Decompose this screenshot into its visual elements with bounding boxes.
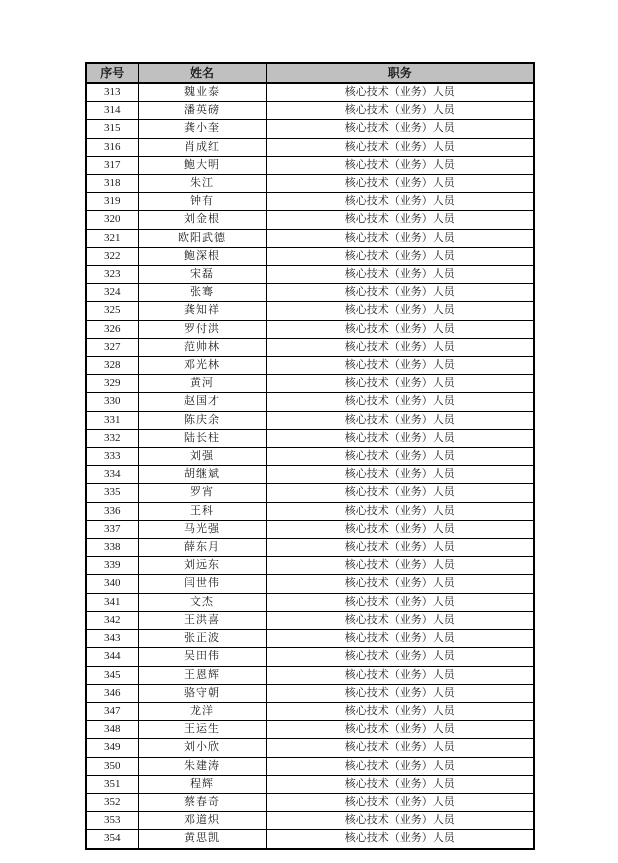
cell-person-name: 宋磊 — [138, 266, 266, 284]
table-row — [86, 448, 534, 466]
column-header-name: 姓名 — [138, 63, 266, 83]
cell-serial-number: 340 — [86, 575, 138, 593]
cell-serial-number: 324 — [86, 284, 138, 302]
table-row — [86, 630, 534, 648]
cell-serial-number: 344 — [86, 648, 138, 666]
cell-person-name: 龚知祥 — [138, 302, 266, 320]
cell-person-name: 黄思凯 — [138, 830, 266, 849]
column-header-no: 序号 — [86, 63, 138, 83]
cell-person-name: 王科 — [138, 502, 266, 520]
cell-person-name: 蔡春奇 — [138, 793, 266, 811]
cell-job-title: 核心技术（业务）人员 — [266, 666, 534, 684]
cell-job-title: 核心技术（业务）人员 — [266, 138, 534, 156]
table-row — [86, 830, 534, 849]
cell-job-title: 核心技术（业务）人员 — [266, 702, 534, 720]
cell-job-title: 核心技术（业务）人员 — [266, 338, 534, 356]
cell-serial-number: 321 — [86, 229, 138, 247]
table-row — [86, 357, 534, 375]
table-row — [86, 156, 534, 174]
cell-person-name: 陈庆余 — [138, 411, 266, 429]
cell-person-name: 鲍深根 — [138, 247, 266, 265]
cell-job-title: 核心技术（业务）人员 — [266, 411, 534, 429]
cell-serial-number: 353 — [86, 812, 138, 830]
table-row — [86, 775, 534, 793]
cell-person-name: 王恩辉 — [138, 666, 266, 684]
cell-person-name: 朱江 — [138, 175, 266, 193]
table-row — [86, 520, 534, 538]
cell-job-title: 核心技术（业务）人员 — [266, 611, 534, 629]
cell-serial-number: 323 — [86, 266, 138, 284]
cell-job-title: 核心技术（业务）人员 — [266, 648, 534, 666]
cell-job-title: 核心技术（业务）人员 — [266, 284, 534, 302]
cell-person-name: 欧阳武德 — [138, 229, 266, 247]
cell-person-name: 王运生 — [138, 721, 266, 739]
table-row — [86, 702, 534, 720]
cell-job-title: 核心技术（业务）人员 — [266, 429, 534, 447]
table-row — [86, 466, 534, 484]
cell-serial-number: 335 — [86, 484, 138, 502]
cell-serial-number: 351 — [86, 775, 138, 793]
table-row — [86, 739, 534, 757]
table-row — [86, 429, 534, 447]
cell-serial-number: 327 — [86, 338, 138, 356]
cell-serial-number: 331 — [86, 411, 138, 429]
cell-serial-number: 345 — [86, 666, 138, 684]
table-row — [86, 266, 534, 284]
table-row — [86, 721, 534, 739]
personnel-table — [85, 62, 535, 850]
cell-person-name: 吴田伟 — [138, 648, 266, 666]
cell-serial-number: 322 — [86, 247, 138, 265]
table-row — [86, 812, 534, 830]
cell-job-title: 核心技术（业务）人员 — [266, 739, 534, 757]
cell-person-name: 刘远东 — [138, 557, 266, 575]
cell-job-title: 核心技术（业务）人员 — [266, 684, 534, 702]
table-row — [86, 502, 534, 520]
cell-person-name: 朱建涛 — [138, 757, 266, 775]
cell-job-title: 核心技术（业务）人员 — [266, 211, 534, 229]
cell-person-name: 邓道炽 — [138, 812, 266, 830]
cell-job-title: 核心技术（业务）人员 — [266, 120, 534, 138]
cell-person-name: 刘金根 — [138, 211, 266, 229]
table-row — [86, 320, 534, 338]
cell-serial-number: 354 — [86, 830, 138, 849]
table-row — [86, 593, 534, 611]
cell-serial-number: 347 — [86, 702, 138, 720]
table-row — [86, 102, 534, 120]
cell-job-title: 核心技术（业务）人员 — [266, 247, 534, 265]
cell-serial-number: 336 — [86, 502, 138, 520]
cell-person-name: 胡继斌 — [138, 466, 266, 484]
cell-serial-number: 317 — [86, 156, 138, 174]
cell-job-title: 核心技术（业务）人员 — [266, 830, 534, 849]
cell-person-name: 刘强 — [138, 448, 266, 466]
cell-person-name: 钟有 — [138, 193, 266, 211]
cell-serial-number: 315 — [86, 120, 138, 138]
cell-serial-number: 350 — [86, 757, 138, 775]
cell-person-name: 鲍大明 — [138, 156, 266, 174]
cell-job-title: 核心技术（业务）人员 — [266, 320, 534, 338]
table-row — [86, 247, 534, 265]
table-row — [86, 120, 534, 138]
table-row — [86, 302, 534, 320]
cell-person-name: 陆长柱 — [138, 429, 266, 447]
cell-job-title: 核心技术（业务）人员 — [266, 557, 534, 575]
table-row — [86, 484, 534, 502]
table-row — [86, 375, 534, 393]
table-row — [86, 648, 534, 666]
cell-job-title: 核心技术（业务）人员 — [266, 466, 534, 484]
cell-person-name: 文杰 — [138, 593, 266, 611]
table-row — [86, 83, 534, 102]
cell-person-name: 张骞 — [138, 284, 266, 302]
cell-person-name: 薛东月 — [138, 539, 266, 557]
cell-job-title: 核心技术（业务）人员 — [266, 502, 534, 520]
cell-job-title: 核心技术（业务）人员 — [266, 775, 534, 793]
cell-person-name: 刘小欣 — [138, 739, 266, 757]
cell-job-title: 核心技术（业务）人员 — [266, 721, 534, 739]
cell-serial-number: 346 — [86, 684, 138, 702]
cell-person-name: 罗付洪 — [138, 320, 266, 338]
cell-person-name: 潘英磅 — [138, 102, 266, 120]
cell-job-title: 核心技术（业务）人员 — [266, 193, 534, 211]
table-row — [86, 793, 534, 811]
cell-person-name: 程辉 — [138, 775, 266, 793]
table-row — [86, 211, 534, 229]
cell-person-name: 骆守朝 — [138, 684, 266, 702]
cell-serial-number: 342 — [86, 611, 138, 629]
cell-job-title: 核心技术（业务）人员 — [266, 156, 534, 174]
cell-serial-number: 333 — [86, 448, 138, 466]
cell-person-name: 马光强 — [138, 520, 266, 538]
cell-job-title: 核心技术（业务）人员 — [266, 375, 534, 393]
cell-job-title: 核心技术（业务）人员 — [266, 520, 534, 538]
cell-serial-number: 343 — [86, 630, 138, 648]
cell-job-title: 核心技术（业务）人员 — [266, 393, 534, 411]
table-row — [86, 611, 534, 629]
cell-job-title: 核心技术（业务）人员 — [266, 448, 534, 466]
cell-person-name: 赵国才 — [138, 393, 266, 411]
table-row — [86, 175, 534, 193]
cell-person-name: 魏业泰 — [138, 83, 266, 102]
cell-serial-number: 330 — [86, 393, 138, 411]
table-row — [86, 338, 534, 356]
cell-person-name: 龚小奎 — [138, 120, 266, 138]
cell-serial-number: 314 — [86, 102, 138, 120]
cell-person-name: 罗宵 — [138, 484, 266, 502]
table-header-row — [86, 63, 534, 83]
table-row — [86, 684, 534, 702]
table-row — [86, 557, 534, 575]
cell-job-title: 核心技术（业务）人员 — [266, 793, 534, 811]
cell-person-name: 闫世伟 — [138, 575, 266, 593]
cell-serial-number: 341 — [86, 593, 138, 611]
cell-serial-number: 338 — [86, 539, 138, 557]
cell-serial-number: 334 — [86, 466, 138, 484]
cell-serial-number: 316 — [86, 138, 138, 156]
cell-serial-number: 339 — [86, 557, 138, 575]
column-header-title: 职务 — [266, 63, 534, 83]
cell-serial-number: 325 — [86, 302, 138, 320]
cell-person-name: 范帅林 — [138, 338, 266, 356]
cell-serial-number: 318 — [86, 175, 138, 193]
cell-job-title: 核心技术（业务）人员 — [266, 575, 534, 593]
cell-person-name: 龙洋 — [138, 702, 266, 720]
cell-serial-number: 352 — [86, 793, 138, 811]
cell-job-title: 核心技术（业务）人员 — [266, 266, 534, 284]
cell-serial-number: 332 — [86, 429, 138, 447]
table-row — [86, 138, 534, 156]
cell-job-title: 核心技术（业务）人员 — [266, 539, 534, 557]
table-row — [86, 393, 534, 411]
cell-serial-number: 328 — [86, 357, 138, 375]
cell-serial-number: 313 — [86, 83, 138, 102]
table-row — [86, 284, 534, 302]
cell-job-title: 核心技术（业务）人员 — [266, 357, 534, 375]
table-row — [86, 193, 534, 211]
cell-serial-number: 348 — [86, 721, 138, 739]
cell-job-title: 核心技术（业务）人员 — [266, 175, 534, 193]
cell-person-name: 邓光林 — [138, 357, 266, 375]
cell-person-name: 张正波 — [138, 630, 266, 648]
table-row — [86, 229, 534, 247]
cell-job-title: 核心技术（业务）人员 — [266, 484, 534, 502]
cell-job-title: 核心技术（业务）人员 — [266, 812, 534, 830]
cell-person-name: 王洪喜 — [138, 611, 266, 629]
table-body — [86, 83, 534, 849]
table-row — [86, 575, 534, 593]
cell-person-name: 黄河 — [138, 375, 266, 393]
cell-job-title: 核心技术（业务）人员 — [266, 630, 534, 648]
table-row — [86, 539, 534, 557]
table-row — [86, 666, 534, 684]
cell-serial-number: 319 — [86, 193, 138, 211]
table-header — [86, 63, 534, 83]
cell-job-title: 核心技术（业务）人员 — [266, 229, 534, 247]
cell-serial-number: 329 — [86, 375, 138, 393]
cell-job-title: 核心技术（业务）人员 — [266, 593, 534, 611]
cell-person-name: 肖成红 — [138, 138, 266, 156]
cell-serial-number: 337 — [86, 520, 138, 538]
cell-serial-number: 326 — [86, 320, 138, 338]
cell-serial-number: 349 — [86, 739, 138, 757]
cell-job-title: 核心技术（业务）人员 — [266, 757, 534, 775]
cell-serial-number: 320 — [86, 211, 138, 229]
table-row — [86, 757, 534, 775]
table-row — [86, 411, 534, 429]
cell-job-title: 核心技术（业务）人员 — [266, 302, 534, 320]
cell-job-title: 核心技术（业务）人员 — [266, 102, 534, 120]
cell-job-title: 核心技术（业务）人员 — [266, 83, 534, 102]
